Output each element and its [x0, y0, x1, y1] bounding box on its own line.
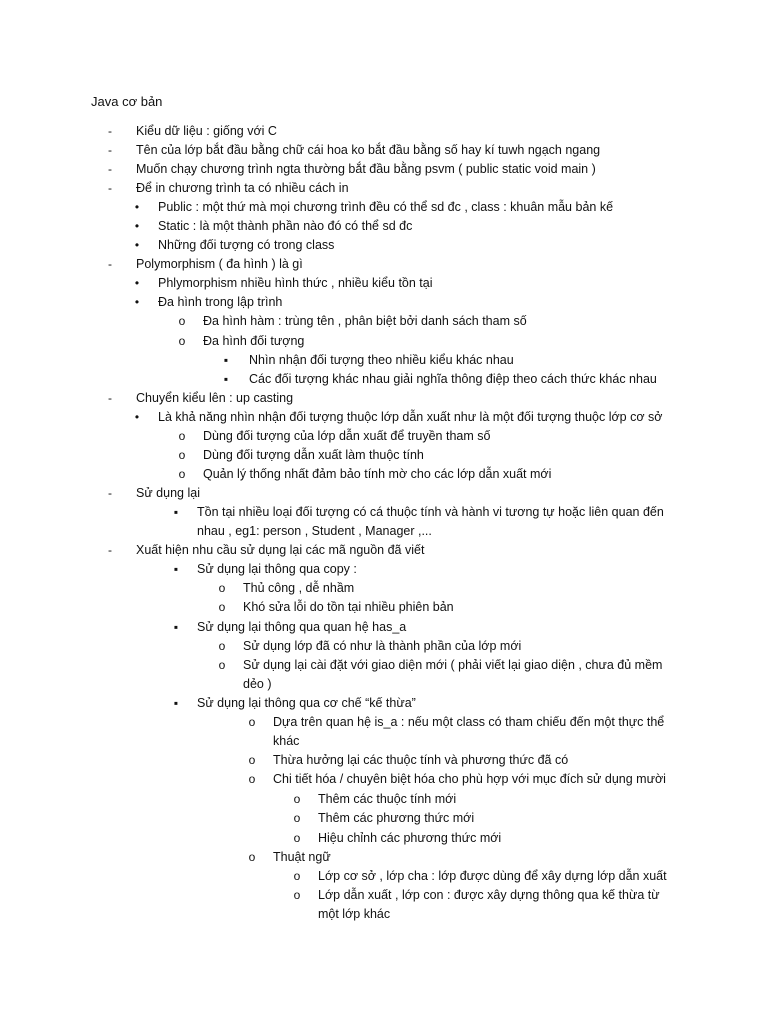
outline-item [0, 446, 768, 465]
list-marker: o [178, 429, 186, 443]
outline-item [0, 637, 768, 656]
list-marker: o [293, 792, 301, 806]
outline-item [0, 598, 768, 617]
outline-item [0, 236, 768, 255]
outline-item-text: Tên của lớp bắt đầu bằng chữ cái hoa ko bắt đầu bằng số hay kí tuwh ngạch ngang [136, 143, 601, 157]
outline-item-text: Các đối tượng khác nhau giải nghĩa thông điệp theo cách thức khác nhau [249, 372, 657, 386]
outline-item-text: Sử dụng lại [136, 486, 200, 500]
outline-item-text: Sử dụng lớp đã có như là thành phần của lớp mới [243, 639, 522, 653]
outline-item-text: khác [273, 734, 300, 748]
outline-item [0, 427, 768, 446]
outline-item-text: Khó sửa lỗi do tồn tại nhiều phiên bản [243, 600, 454, 614]
outline-item [0, 351, 768, 370]
outline-item-text: Tồn tại nhiều loại đối tượng có cá thuộc tính và hành vi tương tự hoặc liên quan đến [197, 505, 664, 519]
outline-item-text: Hiệu chỉnh các phương thức mới [318, 831, 502, 845]
list-marker: o [178, 314, 186, 328]
outline-item-text: nhau , eg1: person , Student , Manager ,... [197, 524, 432, 538]
outline-item-text: Phlymorphism nhiều hình thức , nhiều kiểu tồn tại [158, 276, 433, 290]
outline-item [0, 179, 768, 198]
list-marker: • [134, 295, 140, 309]
list-marker: o [178, 448, 186, 462]
outline-item-text: Đa hình hàm : trùng tên , phân biệt bởi danh sách tham số [203, 314, 527, 328]
list-marker: ▪ [223, 372, 229, 386]
outline-item-text: Xuất hiện nhu cầu sử dụng lại các mã nguồn đã viết [136, 543, 425, 557]
outline-item [0, 560, 768, 579]
outline-item [0, 848, 768, 867]
list-marker: o [293, 888, 301, 902]
outline-item [0, 484, 768, 503]
outline-item-text: Sử dụng lại thông qua cơ chế “kế thừa” [197, 696, 416, 710]
list-marker: o [293, 831, 301, 845]
outline-item-text: Để in chương trình ta có nhiều cách in [136, 181, 349, 195]
outline-item [0, 694, 768, 713]
outline-item [0, 293, 768, 312]
outline-item [0, 312, 768, 331]
outline-item-text: Muốn chạy chương trình ngta thường bắt đầu bằng psvm ( public static void main ) [136, 162, 596, 176]
outline-item-text: một lớp khác [318, 907, 391, 921]
outline-item [0, 809, 768, 828]
list-marker: ▪ [223, 353, 229, 367]
outline-item [0, 389, 768, 408]
list-marker: - [108, 181, 112, 195]
outline-item-text: Lớp cơ sở , lớp cha : lớp được dùng để xây dựng lớp dẫn xuất [318, 869, 667, 883]
list-marker: o [178, 467, 186, 481]
outline-item [0, 160, 768, 179]
document-title: Java cơ bản [91, 94, 163, 109]
list-marker: o [218, 600, 226, 614]
outline-item-text: Đa hình trong lập trình [158, 295, 283, 309]
list-marker: ▪ [173, 505, 179, 519]
outline-item-text: Thuật ngữ [273, 850, 331, 864]
list-marker: o [293, 811, 301, 825]
outline-item [0, 122, 768, 141]
outline-item [0, 255, 768, 274]
outline-item-text: Public : một thứ mà mọi chương trình đều có thể sd đc , class : khuân mẫu bản kế [158, 200, 614, 214]
list-marker: o [218, 581, 226, 595]
list-marker: • [134, 276, 140, 290]
list-marker: o [218, 658, 226, 672]
outline-item [0, 465, 768, 484]
outline-item-text: Thêm các phương thức mới [318, 811, 475, 825]
outline-item [0, 770, 768, 789]
outline-item [0, 905, 768, 924]
list-marker: o [178, 334, 186, 348]
outline-item [0, 790, 768, 809]
list-marker: • [134, 238, 140, 252]
outline-item [0, 332, 768, 351]
outline-item-text: Sử dụng lại thông qua quan hệ has_a [197, 620, 407, 634]
outline-item-text: Dựa trên quan hệ is_a : nếu một class có tham chiếu đến một thực thể [273, 715, 665, 729]
list-marker: o [218, 639, 226, 653]
outline-item [0, 522, 768, 541]
outline-item [0, 541, 768, 560]
outline-item-text: Những đối tượng có trong class [158, 238, 335, 252]
outline-item [0, 886, 768, 905]
list-marker: ▪ [173, 696, 179, 710]
list-marker: • [134, 410, 140, 424]
list-marker: o [248, 715, 256, 729]
outline-item-text: Quản lý thống nhất đảm bảo tính mờ cho các lớp dẫn xuất mới [203, 467, 552, 481]
outline-item-text: Sử dụng lại thông qua copy : [197, 562, 357, 576]
outline-item-text: Polymorphism ( đa hình ) là gì [136, 257, 303, 271]
list-marker: - [108, 257, 112, 271]
outline-item [0, 656, 768, 675]
list-marker: - [108, 124, 112, 138]
outline-item [0, 751, 768, 770]
outline-item [0, 675, 768, 694]
outline-item-text: Thủ công , dễ nhầm [243, 581, 355, 595]
outline-item-text: Nhìn nhận đối tượng theo nhiều kiểu khác nhau [249, 353, 514, 367]
list-marker: - [108, 543, 112, 557]
list-marker: o [293, 869, 301, 883]
list-marker: - [108, 391, 112, 405]
outline-item [0, 829, 768, 848]
outline-item-text: Dùng đối tượng dẫn xuất làm thuộc tính [203, 448, 424, 462]
outline-item-text: Chuyển kiểu lên : up casting [136, 391, 294, 405]
outline-item [0, 217, 768, 236]
outline-item [0, 408, 768, 427]
outline-item-text: Đa hình đối tượng [203, 334, 305, 348]
outline-item-text: Thừa hưởng lại các thuộc tính và phương thức đã có [273, 753, 569, 767]
outline-item-text: Chi tiết hóa / chuyên biệt hóa cho phù hợp với mục đích sử dụng mười [273, 772, 666, 786]
outline-item [0, 713, 768, 732]
outline-item [0, 274, 768, 293]
list-marker: • [134, 200, 140, 214]
outline-item-text: Static : là một thành phần nào đó có thể sd đc [158, 219, 413, 233]
outline-item [0, 141, 768, 160]
outline-item-text: Dùng đối tượng của lớp dẫn xuất để truyền tham số [203, 429, 491, 443]
outline-item [0, 867, 768, 886]
list-marker: o [248, 753, 256, 767]
list-marker: ▪ [173, 562, 179, 576]
list-marker: o [248, 850, 256, 864]
outline-item [0, 503, 768, 522]
list-marker: - [108, 486, 112, 500]
outline-item [0, 198, 768, 217]
list-marker: - [108, 162, 112, 176]
outline-item-text: Là khả năng nhìn nhận đối tượng thuộc lớp dẫn xuất như là một đối tượng thuộc lớp cơ sở [158, 410, 663, 424]
outline-item-text: dẻo ) [243, 677, 272, 691]
outline-item [0, 618, 768, 637]
outline-item [0, 370, 768, 389]
outline-item-text: Thêm các thuộc tính mới [318, 792, 457, 806]
list-marker: • [134, 219, 140, 233]
list-marker: - [108, 143, 112, 157]
outline-item [0, 732, 768, 751]
list-marker: o [248, 772, 256, 786]
outline-item-text: Sử dụng lại cài đặt với giao diện mới ( phải viết lại giao diện , chưa đủ mềm [243, 658, 663, 672]
outline-item-text: Lớp dẫn xuất , lớp con : được xây dựng thông qua kế thừa từ [318, 888, 660, 902]
list-marker: ▪ [173, 620, 179, 634]
outline-item [0, 579, 768, 598]
outline-item-text: Kiểu dữ liệu : giống với C [136, 124, 277, 138]
